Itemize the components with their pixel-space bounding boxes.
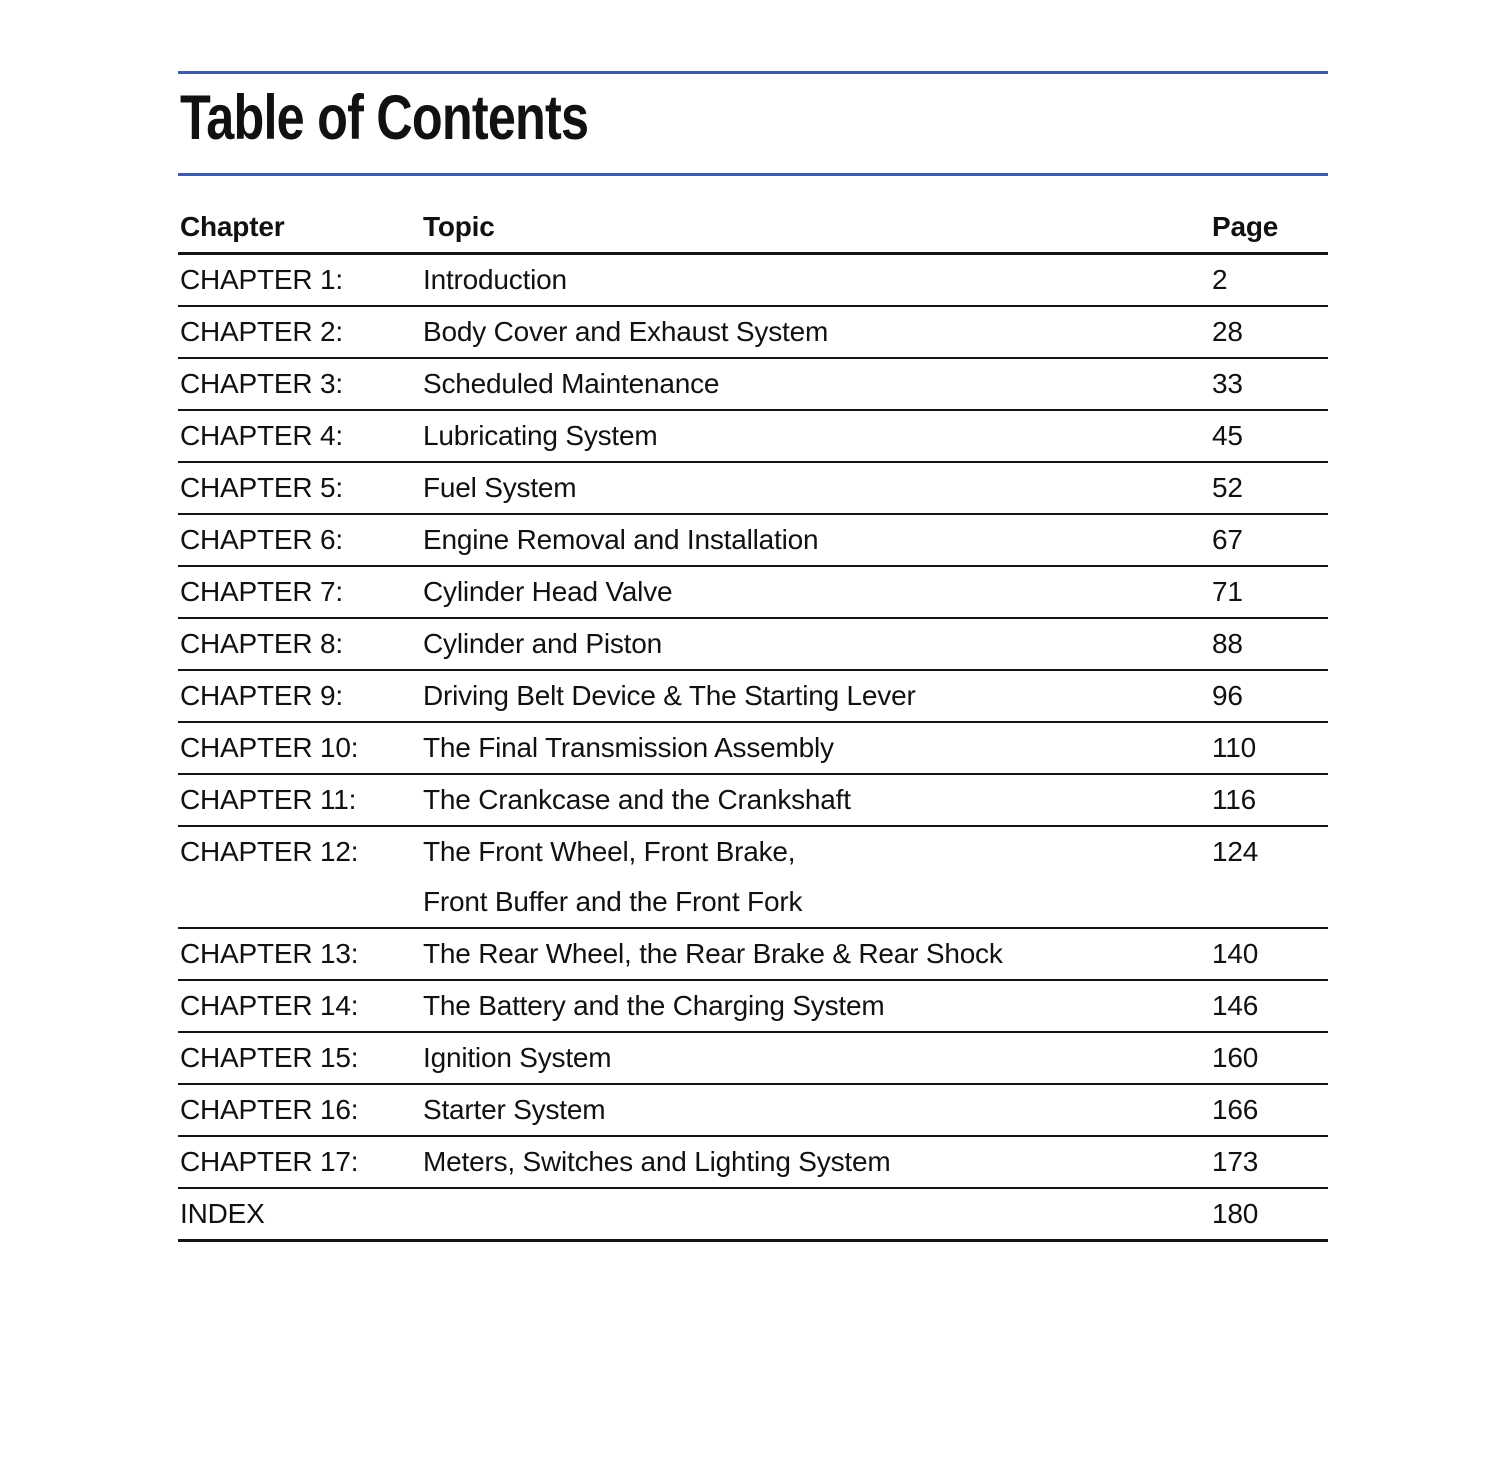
row-chapter: CHAPTER 8: <box>180 628 343 659</box>
column-header-page: Page <box>1212 211 1279 242</box>
table-row <box>178 307 1328 359</box>
table-row <box>178 981 1328 1033</box>
page-title <box>180 82 1328 154</box>
row-topic: Body Cover and Exhaust System <box>423 316 829 347</box>
row-topic: Ignition System <box>423 1042 612 1073</box>
row-page: 88 <box>1212 628 1243 659</box>
row-chapter: CHAPTER 4: <box>180 420 343 451</box>
row-topic: The Front Wheel, Front Brake, Front Buffer and the Front Fork <box>423 836 803 917</box>
row-page: 160 <box>1212 1042 1259 1073</box>
row-topic: Engine Removal and Installation <box>423 524 819 555</box>
top-divider <box>178 71 1328 74</box>
row-chapter: CHAPTER 5: <box>180 472 343 503</box>
row-page: 52 <box>1212 472 1243 503</box>
row-page: 146 <box>1212 990 1259 1021</box>
title-divider <box>178 173 1328 176</box>
row-topic: Meters, Switches and Lighting System <box>423 1146 891 1177</box>
row-topic: The Battery and the Charging System <box>423 990 885 1021</box>
table-row <box>178 671 1328 723</box>
row-page: 140 <box>1212 938 1259 969</box>
row-chapter: CHAPTER 2: <box>180 316 343 347</box>
row-chapter: CHAPTER 1: <box>180 264 343 295</box>
table-row <box>178 1085 1328 1137</box>
row-chapter: CHAPTER 12: <box>180 836 359 867</box>
row-page: 2 <box>1212 264 1228 295</box>
row-page: 124 <box>1212 836 1259 867</box>
row-page: 180 <box>1212 1198 1259 1229</box>
row-chapter: CHAPTER 9: <box>180 680 343 711</box>
row-page: 28 <box>1212 316 1243 347</box>
toc-page <box>178 71 1328 1242</box>
row-topic: Starter System <box>423 1094 606 1125</box>
row-topic <box>423 1189 1212 1239</box>
row-page: 45 <box>1212 420 1243 451</box>
row-topic: Lubricating System <box>423 420 658 451</box>
row-page: 110 <box>1212 732 1257 763</box>
row-page: 96 <box>1212 680 1243 711</box>
row-topic: Scheduled Maintenance <box>423 368 720 399</box>
row-topic: Introduction <box>423 264 567 295</box>
table-row <box>178 1137 1328 1189</box>
row-chapter: CHAPTER 6: <box>180 524 343 555</box>
row-page: 33 <box>1212 368 1243 399</box>
row-page: 116 <box>1212 784 1257 815</box>
toc-rows <box>178 255 1328 1242</box>
row-topic: Driving Belt Device & The Starting Lever <box>423 680 916 711</box>
row-topic: The Final Transmission Assembly <box>423 732 834 763</box>
row-topic: Cylinder and Piston <box>423 628 662 659</box>
row-chapter: CHAPTER 3: <box>180 368 343 399</box>
row-topic: Cylinder Head Valve <box>423 576 673 607</box>
table-row <box>178 359 1328 411</box>
table-row <box>178 775 1328 827</box>
table-row <box>178 567 1328 619</box>
row-page: 67 <box>1212 524 1243 555</box>
table-row <box>178 411 1328 463</box>
row-topic: The Crankcase and the Crankshaft <box>423 784 851 815</box>
column-header-chapter: Chapter <box>180 211 285 242</box>
table-row <box>178 827 1328 929</box>
table-header-row <box>178 202 1328 255</box>
table-row <box>178 619 1328 671</box>
row-page: 173 <box>1212 1146 1259 1177</box>
row-page: 71 <box>1212 576 1243 607</box>
table-row <box>178 1033 1328 1085</box>
row-chapter: CHAPTER 11: <box>180 784 357 815</box>
row-topic: The Rear Wheel, the Rear Brake & Rear Shock <box>423 938 1003 969</box>
row-chapter: CHAPTER 15: <box>180 1042 359 1073</box>
column-header-topic: Topic <box>423 211 495 242</box>
row-chapter: INDEX <box>180 1198 265 1229</box>
table-row <box>178 1189 1328 1242</box>
table-row <box>178 255 1328 307</box>
row-page: 166 <box>1212 1094 1259 1125</box>
table-row <box>178 723 1328 775</box>
table-row <box>178 515 1328 567</box>
row-topic: Fuel System <box>423 472 577 503</box>
row-chapter: CHAPTER 14: <box>180 990 359 1021</box>
table-row <box>178 929 1328 981</box>
row-chapter: CHAPTER 7: <box>180 576 343 607</box>
row-chapter: CHAPTER 16: <box>180 1094 359 1125</box>
page-title-text: Table of Contents <box>180 83 589 153</box>
row-chapter: CHAPTER 10: <box>180 732 359 763</box>
table-row <box>178 463 1328 515</box>
row-chapter: CHAPTER 17: <box>180 1146 359 1177</box>
row-chapter: CHAPTER 13: <box>180 938 359 969</box>
